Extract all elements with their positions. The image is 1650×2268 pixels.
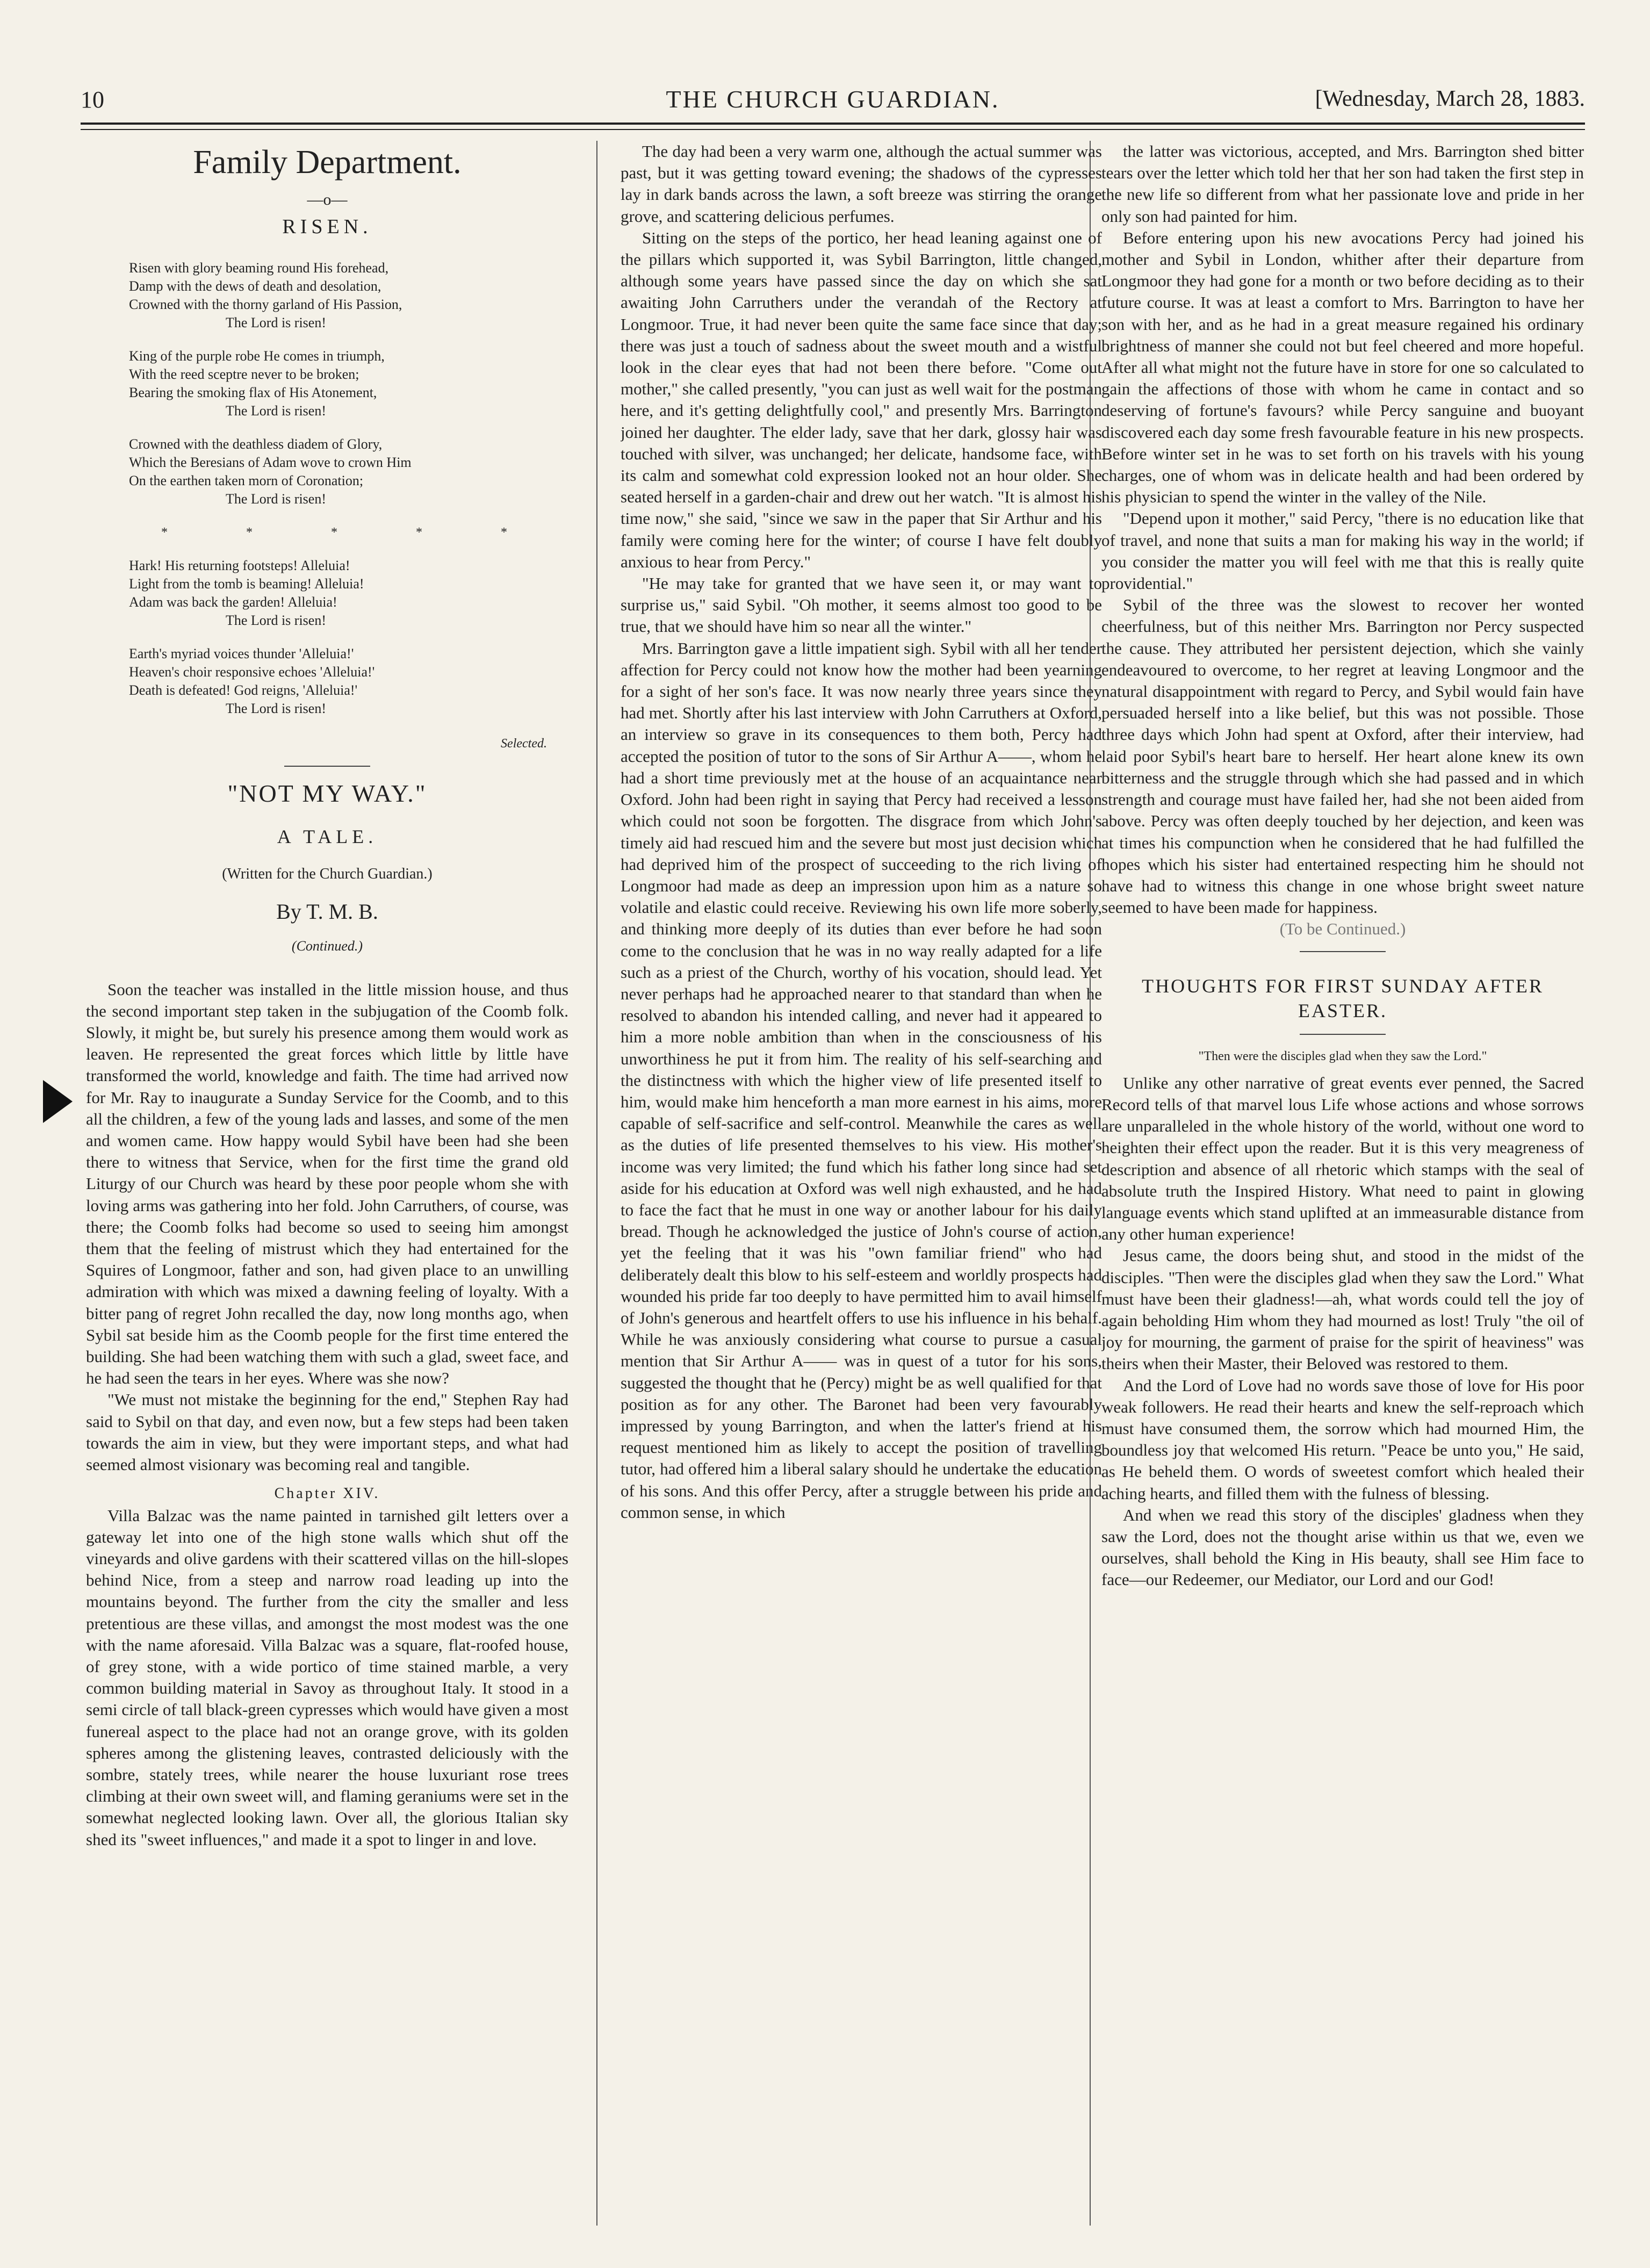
section-rule: [1300, 1034, 1386, 1035]
department-title: Family Department.: [193, 144, 462, 181]
poem-line: Earth's myriad voices thunder 'Alleluia!': [129, 646, 354, 662]
story-paragraph: Sybil of the three was the slowest to recover her wonted cheerfulness, but of this neither Mrs. Barrington nor Percy suspected the cause. They attributed her persistent dejection, which she vainly endeavoured to overcome, to her regret at leaving Longmoor and the natural disappointment with regard to Percy, and Sybil would fain have persuaded herself into a like belief, but this was not possible. Those three days which John had spent at Oxford, after their interview, had laid poor Sybil's heart bare to herself. Her heart alone knew its own bitterness and the struggle through which she had passed and in which strength and courage must have failed her, had she not been aided from above. Percy was often deeply touched by her dejection, and keen was at times his compunction when he considered that he had fulfilled the hopes which his sister had entertained respecting him he should not have had to witness this change in one whose bright sweet nature seemed to have been made for happiness.: [1101, 595, 1584, 917]
story-subtitle: A TALE.: [277, 825, 378, 847]
written-for-note: (Written for the Church Guardian.): [222, 866, 433, 883]
masthead-rule: [81, 123, 1585, 125]
column-1: [86, 141, 568, 2226]
poem-line: King of the purple robe He comes in triumph,: [129, 348, 385, 364]
poem-line: On the earthen taken morn of Coronation;: [129, 473, 364, 489]
poem-line: Hark! His returning footsteps! Alleluia!: [129, 558, 350, 574]
poem-stars: * * * * *: [161, 525, 545, 540]
story-title: "NOT MY WAY.": [227, 779, 427, 807]
poem-refrain: The Lord is risen!: [226, 403, 327, 419]
poem-refrain: The Lord is risen!: [226, 315, 327, 331]
column-2: [621, 141, 1102, 2226]
sermon-paragraph: And when we read this story of the disciples' gladness when they saw the Lord, does not the thought arise within us that we, even we ourselves, shall behold the King in His beauty, shall see Him face to face—our Redeemer, our Mediator, our Lord and our God!: [1101, 1505, 1584, 1589]
issue-date: [Wednesday, March 28, 1883.: [1315, 87, 1585, 111]
poem-stanza: [129, 259, 568, 332]
sermon-title: THOUGHTS FOR FIRST SUNDAY AFTER EASTER.: [1142, 975, 1544, 1021]
story-paragraph: The day had been a very warm one, although the actual summer was past, but it was getting toward evening; the shadows of the cypresses lay in dark bands across the lawn, a soft breeze was stirring the orange grove, and scattering delicious perfumes.: [621, 142, 1102, 226]
poem-stanza: [129, 347, 568, 420]
margin-arrow-mark: [43, 1080, 73, 1123]
story-paragraph: Sitting on the steps of the portico, her head leaning against one of the pillars which supported it, was Sybil Barrington, little changed, although some years have passed since the day on which she sat awaiting John Carruthers under the verandah of the Rectory at Longmoor. True, it had never been quite the same face since that day; there was just a touch of sadness about the sweet mouth and a wistful look in the clear eyes that had not been there before. "Come out mother," she called presently, "you can just as well wait for the postman here, and it's getting delightfully cool," and presently Mrs. Barrington joined her daughter. The elder lady, save that her dark, glossy hair was touched with silver, was unchanged; her delicate, handsome face, with its calm and somewhat cold expression looked not an hour older. She seated herself in a garden-chair and drew out her watch. "It is almost his time now," she said, "since we saw in the paper that Sir Arthur and his family were coming here for the winter; of course I have felt doubly anxious to hear from Percy.": [621, 228, 1102, 571]
byline: By T. M. B.: [276, 899, 378, 924]
poem-stanza: [129, 645, 568, 718]
poem-line: Crowned with the deathless diadem of Glory,: [129, 436, 383, 452]
chapter-heading: Chapter XIV.: [274, 1485, 380, 1502]
section-rule: [1300, 951, 1386, 952]
sermon-paragraph: Jesus came, the doors being shut, and stood in the midst of the disciples. "Then were the disciples glad when they saw the Lord." What must have been their gladness!—ah, what words could tell the joy of again beholding Him whom they had mourned as lost! Truly "the oil of joy for mourning, the garment of praise for the spirit of heaviness" was theirs when their Master, their Beloved was restored to them.: [1101, 1246, 1584, 1373]
story-paragraph: the latter was victorious, accepted, and Mrs. Barrington shed bitter tears over the letter which told her that her son had taken the first step in the new life so different from what her passionate love and pride in her only son had painted for him.: [1101, 142, 1584, 226]
story-paragraph: Mrs. Barrington gave a little impatient sigh. Sybil with all her tender affection for Percy could not know how the mother had been yearning for a sight of her son's face. It was now nearly three years since they had met. Shortly after his last interview with John Carruthers at Oxford, an interview so grave in its consequences to them both, Percy had accepted the position of tutor to the sons of Sir Arthur A——, whom he had a short time previously met at the house of an acquaintance near Oxford. John had been right in saying that Percy had received a lesson which could not soon be forgotten. The disgrace from which John's timely aid had rescued him and the severe but most just decision which had deprived him of the prospect of succeeding to the rich living of Longmoor had made as deep an impression upon him as a nature so volatile and elastic could receive. Reviewing his own life more soberly, and thinking more deeply of its duties than ever before he had soon come to the conclusion that he was in no way really adapted for a life such as a priest of the Church, worthy of his vocation, should lead. Yet never perhaps had he approached nearer to that standard than when he resolved to abandon his intended calling, and never had it appeared to him a more noble ambition than when in the consciousness of his unworthiness he put it from him. The reality of his self-searching and the distinctness with which the higher view of life presented itself to him, would make him henceforth a man more earnest in his aims, more capable of self-sacrifice and self-control. Meanwhile the cares as well as the duties of life presented themselves to his view. His mother's income was very limited; the fund which his father long since had set aside for his education at Oxford was well nigh exhausted, and he had to face the fact that he must in one way or another labour for his daily bread. Though he acknowledged the justice of John's course of action, yet the feeling that it was his "own familiar friend" who had deliberately dealt this blow to his self-esteem and worldly prospects had wounded his pride far too deeply to have permitted him to avail himself of John's generous and heartfelt offers to use his influence in his behalf. While he was anxiously considering what course to pursue a casual mention that Sir Arthur A—— was in quest of a tutor for his sons, suggested the thought that he (Percy) might be as well qualified for that position as for any other. The Baronet had been very favourably impressed by young Barrington, and when the latter's friend at his request mentioned him as likely to accept the position of travelling tutor, had offered him a liberal salary should he undertake the education of his sons. And this offer Percy, after a struggle between his pride and common sense, in which: [621, 638, 1102, 1522]
poem-line: Light from the tomb is beaming! Alleluia!: [129, 576, 364, 592]
poem-attribution: Selected.: [501, 737, 547, 751]
sermon-epigraph: "Then were the disciples glad when they saw the Lord.": [1198, 1049, 1487, 1063]
column-divider: [596, 141, 597, 2226]
story-paragraph: Villa Balzac was the name painted in tarnished gilt letters over a gateway let into one of the high stone walls which shut off the vineyards and olive gardens with their scattered villas on the hill-slopes behind Nice, from a steep and narrow road leading up into the mountains beyond. The further from the city the smaller and less pretentious are these villas, and amongst the most modest was the one with the name aforesaid. Villa Balzac was a square, flat-roofed house, of grey stone, with a wide portico of time stained marble, a very common building material in Savoy as throughout Italy. It stood in a semi circle of tall black-green cypresses which would have given a most funereal aspect to the place had not an orange grove, with its golden spheres among the glistening leaves, contrasted deliciously with the sombre, stately trees, while nearer the house luxuriant rose trees climbing at their own sweet will, and flaming geraniums were set in the somewhat neglected looking lawn. Over all, the glorious Italian sky shed its "sweet influences," and made it a spot to linger in and love.: [86, 1506, 568, 1849]
poem-line: Which the Beresians of Adam wove to crown Him: [129, 455, 412, 471]
poem-line: Bearing the smoking flax of His Atonement,: [129, 385, 377, 401]
story-paragraph: Soon the teacher was installed in the little mission house, and thus the second important step taken in the subjugation of the Coomb folk. Slowly, it might be, but surely his presence among them would work as leaven. He represented the great forces which little by little have transformed the world, knowledge and faith. The time had arrived now for Mr. Ray to inaugurate a Sunday Service for the Coomb, and to this all the children, a few of the young lads and lasses, and some of the men and women came. How happy would Sybil have been had she been there to witness that Service, when for the first time the grand old Liturgy of our Church was heard by these poor people whom she with loving arms was gathering into her fold. John Carruthers, of course, was there; the Coomb folks had become so used to seeing him amongst them that the feeling of mistrust which they had entertained for the Squires of Longmoor, father and son, had given place to an unwilling admiration with which was mixed a dawning feeling of loyalty. With a bitter pang of regret John recalled the day, now long months ago, when Sybil sat beside him as the Coomb people for the first time entered the building. She had been watching them with such a glad, sweet face, and he had seen the tears in her eyes. Where was she now?: [86, 980, 568, 1388]
masthead: [81, 81, 1585, 118]
poem-refrain: The Lord is risen!: [226, 491, 327, 507]
page-number: 10: [81, 87, 104, 113]
story-paragraph: "Depend upon it mother," said Percy, "there is no education like that of travel, and none that suits a man for making his way in the world; if you consider the matter you will feel with me that this is really quite providential.": [1101, 509, 1584, 593]
section-rule: [284, 766, 370, 767]
poem-line: Risen with glory beaming round His forehead,: [129, 260, 389, 276]
story-paragraph: "We must not mistake the beginning for the end," Stephen Ray had said to Sybil on that day, and even now, but a few steps had been taken towards the aim in view, but they were important steps, and what had seemed almost visionary was becoming real and tangible.: [86, 1390, 568, 1474]
sermon-paragraph: And the Lord of Love had no words save those of love for His poor weak followers. He read their hearts and knew the self-reproach which must have consumed them, the sorrow which had mourned Him, the boundless joy that welcomed His return. "Peace be unto you," He said, as He beheld them. O words of sweetest comfort which healed their aching hearts, and filled them with the fulness of blessing.: [1101, 1376, 1584, 1503]
poem-stanza: [129, 557, 568, 630]
story-paragraph: "He may take for granted that we have seen it, or may want to surprise us," said Sybil. "Oh mother, it seems almost too good to be true, that we should have him so near all the winter.": [621, 574, 1102, 636]
poem-title: RISEN.: [282, 215, 372, 239]
poem-refrain: The Lord is risen!: [226, 613, 327, 629]
column-3: [1101, 141, 1584, 2226]
poem-line: Damp with the dews of death and desolation,: [129, 278, 381, 294]
masthead-rule-thin: [81, 129, 1585, 130]
poem-line: With the reed sceptre never to be broken;: [129, 366, 359, 383]
poem-line: Adam was back the garden! Alleluia!: [129, 594, 337, 610]
poem-refrain: The Lord is risen!: [226, 701, 327, 717]
to-be-continued: (To be Continued.): [1279, 919, 1406, 939]
ornament: —o—: [307, 191, 348, 208]
poem-line: Crowned with the thorny garland of His Passion,: [129, 297, 402, 313]
continued-note: (Continued.): [291, 938, 363, 954]
poem-line: Death is defeated! God reigns, 'Alleluia!': [129, 682, 358, 699]
sermon-paragraph: Unlike any other narrative of great events ever penned, the Sacred Record tells of that marvel lous Life whose actions and whose sorrows are unparalleled in the whole history of the world, without one word to heighten their effect upon the reader. But it is this very meagreness of description and absence of all rhetoric which stamps with the seal of absolute truth the Inspired History. What need to paint in glowing language events which stand uplifted at an immeasurable distance from any other human experience!: [1101, 1073, 1584, 1244]
poem-line: Heaven's choir responsive echoes 'Alleluia!': [129, 664, 375, 680]
story-paragraph: Before entering upon his new avocations Percy had joined his mother and Sybil in London, whither after their departure from Longmoor they had gone for a month or two before deciding as to their future course. It was at least a comfort to Mrs. Barrington to have her son with her, and as he had in a great measure regained his ordinary brightness of manner she could not but feel cheered and more hopeful. After all what might not the future have in store for one so calculated to gain the affections of those with whom he came in contact and so deserving of fortune's favours? while Percy sanguine and buoyant discovered each day some fresh favourable feature in his new prospects. Before winter set in he was to set forth on his travels with his young charges, one of whom was in delicate health and had been ordered by his physician to spend the winter in the valley of the Nile.: [1101, 228, 1584, 507]
poem-stanza: [129, 435, 568, 508]
paper-name: THE CHURCH GUARDIAN.: [666, 85, 1000, 113]
